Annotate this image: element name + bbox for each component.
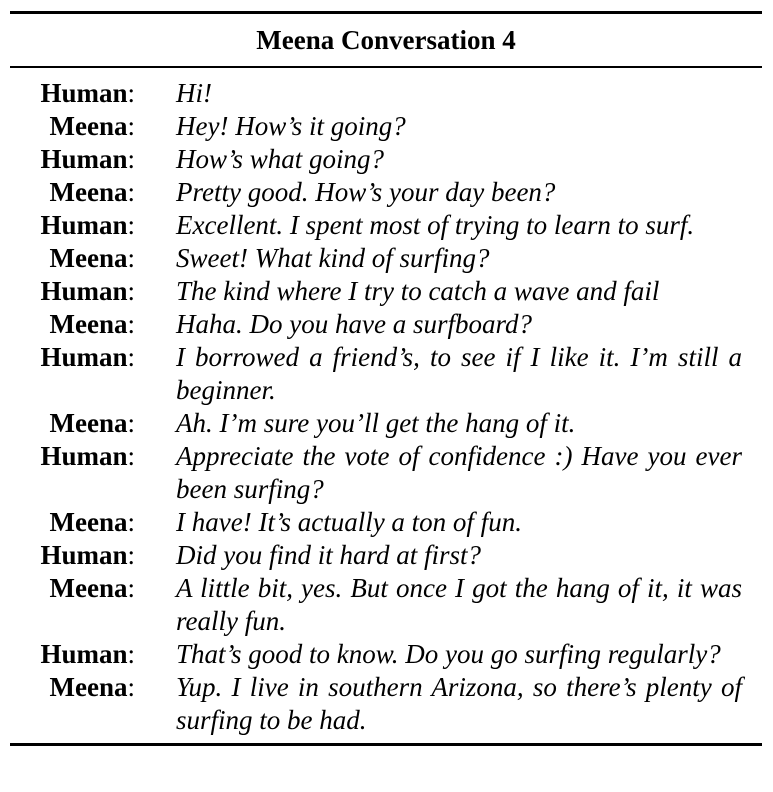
- speaker-cell: [10, 638, 135, 671]
- speaker-cell: [10, 506, 135, 539]
- speaker-name: Meena: [49, 573, 128, 603]
- speaker-name: Meena: [49, 672, 128, 702]
- conversation-table: [10, 11, 762, 746]
- speaker-cell: [10, 209, 135, 242]
- speaker-colon: :: [127, 111, 135, 141]
- speaker-cell: [10, 440, 135, 506]
- turn-list: [10, 77, 762, 737]
- utterance-text: Haha. Do you have a surfboard?: [176, 309, 532, 339]
- conversation-turn: [10, 143, 762, 176]
- conversation-turn: [10, 275, 762, 308]
- utterance-text: The kind where I try to catch a wave and fail: [176, 276, 660, 306]
- speaker-cell: [10, 341, 135, 407]
- conversation-turn: [10, 671, 762, 737]
- speaker-name: Meena: [49, 408, 128, 438]
- conversation-turn: [10, 440, 762, 506]
- speaker-name: Human: [40, 210, 128, 240]
- speaker-name: Human: [40, 276, 128, 306]
- conversation-turn: [10, 308, 762, 341]
- speaker-cell: [10, 110, 135, 143]
- speaker-colon: :: [127, 177, 135, 207]
- speaker-cell: [10, 407, 135, 440]
- speaker-name: Human: [40, 144, 128, 174]
- speaker-name: Meena: [49, 309, 128, 339]
- speaker-name: Human: [40, 639, 128, 669]
- speaker-cell: [10, 671, 135, 737]
- conversation-turn: [10, 341, 762, 407]
- utterance-text: Excellent. I spent most of trying to learn to surf.: [176, 210, 695, 240]
- speaker-colon: :: [127, 408, 135, 438]
- conversation-turn: [10, 506, 762, 539]
- speaker-colon: :: [127, 441, 135, 471]
- utterance-text: A little bit, yes. But once I got the hang of it, it was really fun.: [176, 573, 742, 636]
- conversation-turn: [10, 77, 762, 110]
- utterance-text: That’s good to know. Do you go surfing regularly?: [176, 639, 721, 669]
- utterance-text: Appreciate the vote of confidence :) Have you ever been surfing?: [176, 441, 742, 504]
- speaker-colon: :: [127, 144, 135, 174]
- utterance-text: Ah. I’m sure you’ll get the hang of it.: [176, 408, 576, 438]
- utterance-text: How’s what going?: [176, 144, 385, 174]
- utterance-text: Sweet! What kind of surfing?: [176, 243, 490, 273]
- conversation-turn: [10, 638, 762, 671]
- speaker-name: Human: [40, 540, 128, 570]
- utterance-text: Hi!: [176, 78, 212, 108]
- speaker-colon: :: [127, 243, 135, 273]
- conversation-turn: [10, 242, 762, 275]
- speaker-name: Human: [40, 78, 128, 108]
- speaker-cell: [10, 176, 135, 209]
- conversation-turn: [10, 209, 762, 242]
- speaker-cell: [10, 143, 135, 176]
- speaker-cell: [10, 572, 135, 638]
- utterance-text: I have! It’s actually a ton of fun.: [176, 507, 522, 537]
- utterance-text: I borrowed a friend’s, to see if I like it. I’m still a beginner.: [176, 342, 742, 405]
- conversation-turn: [10, 539, 762, 572]
- speaker-colon: :: [127, 540, 135, 570]
- utterance-text: Hey! How’s it going?: [176, 111, 406, 141]
- speaker-cell: [10, 539, 135, 572]
- conversation-turn: [10, 110, 762, 143]
- speaker-cell: [10, 308, 135, 341]
- speaker-cell: [10, 242, 135, 275]
- speaker-colon: :: [127, 210, 135, 240]
- speaker-colon: :: [127, 78, 135, 108]
- speaker-colon: :: [127, 309, 135, 339]
- table-title: Meena Conversation 4: [256, 25, 516, 55]
- speaker-colon: :: [127, 276, 135, 306]
- speaker-colon: :: [127, 507, 135, 537]
- conversation-turn: [10, 176, 762, 209]
- utterance-text: Yup. I live in southern Arizona, so there’s plenty of surfing to be had.: [176, 672, 742, 735]
- bottom-rule: [10, 743, 762, 746]
- speaker-colon: :: [127, 342, 135, 372]
- conversation-turn: [10, 407, 762, 440]
- speaker-name: Human: [40, 342, 128, 372]
- utterance-text: Pretty good. How’s your day been?: [176, 177, 556, 207]
- speaker-name: Meena: [49, 111, 128, 141]
- speaker-name: Human: [40, 441, 128, 471]
- speaker-colon: :: [127, 672, 135, 702]
- conversation-turn: [10, 572, 762, 638]
- speaker-name: Meena: [49, 507, 128, 537]
- speaker-colon: :: [127, 639, 135, 669]
- speaker-cell: [10, 77, 135, 110]
- utterance-text: Did you find it hard at first?: [176, 540, 482, 570]
- speaker-colon: :: [127, 573, 135, 603]
- speaker-cell: [10, 275, 135, 308]
- speaker-name: Meena: [49, 243, 128, 273]
- speaker-name: Meena: [49, 177, 128, 207]
